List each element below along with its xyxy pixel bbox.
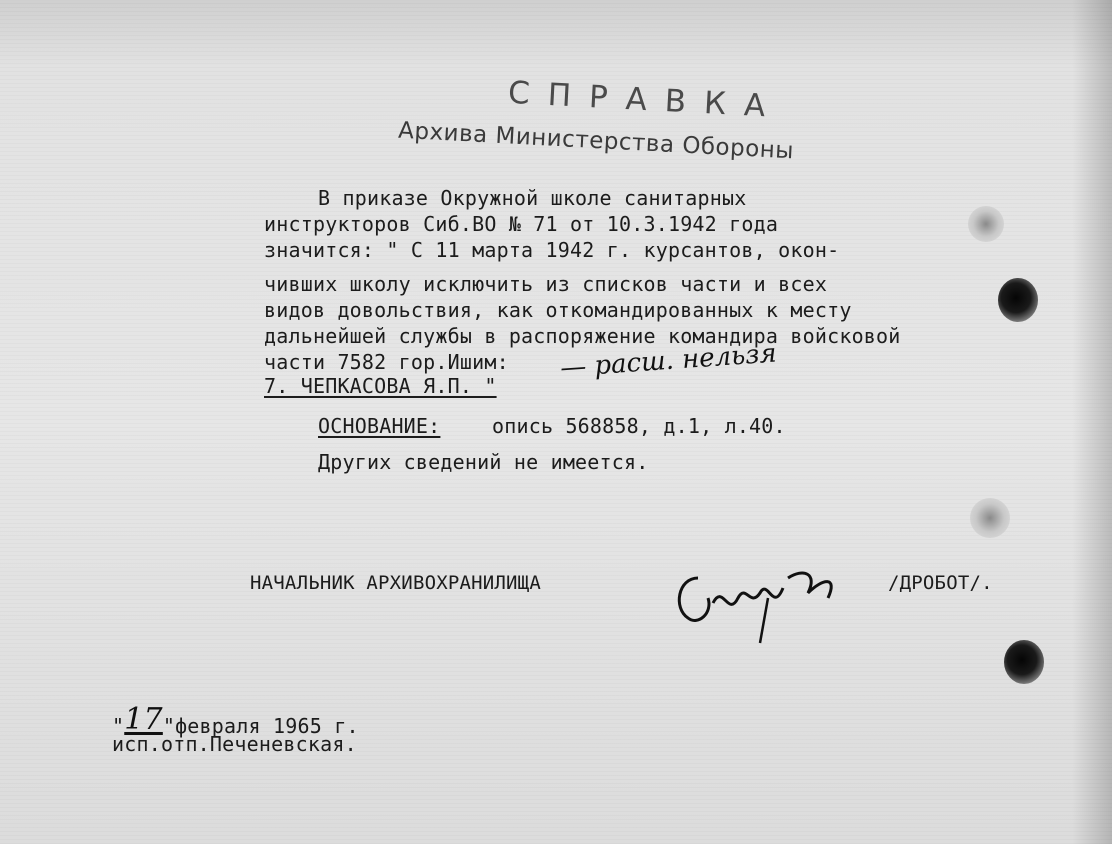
- punch-hole: [998, 278, 1038, 322]
- body-line-5: видов довольствия, как откомандированных к месту: [264, 298, 852, 322]
- punch-hole: [1004, 640, 1044, 684]
- date-day: 17: [124, 702, 163, 737]
- punch-mark: [970, 498, 1010, 538]
- body-line-1: В приказе Окружной школе санитарных: [318, 186, 747, 210]
- body-line-2: инструкторов Сиб.ВО № 71 от 10.3.1942 года: [264, 212, 779, 236]
- date-open-quote: ": [112, 714, 125, 738]
- signatory-name: /ДРОБОТ/.: [888, 572, 993, 594]
- date-rest: "февраля 1965 г.: [162, 714, 359, 738]
- archive-name: Архива Министерства Обороны: [397, 117, 795, 165]
- handwritten-note: — расш. нельзя: [559, 338, 778, 384]
- basis-text: опись 568858, д.1, л.40.: [492, 414, 786, 438]
- signatory-title: НАЧАЛЬНИК АРХИВОХРАНИЛИЩА: [250, 572, 541, 594]
- certificate-title: СПРАВКА: [507, 74, 785, 126]
- body-line-3: значится: " С 11 марта 1942 г. курсантов, окон-: [264, 238, 840, 262]
- body-line-6: дальнейшей службы в распоряжение командира войсковой: [264, 324, 901, 348]
- page-edge-shadow: [1072, 0, 1112, 844]
- executor-line: исп.отп.Печеневская.: [112, 732, 357, 756]
- handwritten-signature: [668, 548, 868, 648]
- body-line-8: 7. ЧЕПКАСОВА Я.П. ": [264, 374, 497, 398]
- punch-mark: [968, 206, 1004, 242]
- body-line-7: части 7582 гор.Ишим:: [264, 350, 509, 374]
- body-line-4: чивших школу исключить из списков части и всех: [264, 272, 828, 296]
- no-other-info: Других сведений не имеется.: [318, 450, 649, 474]
- basis-label: ОСНОВАНИЕ:: [318, 414, 441, 438]
